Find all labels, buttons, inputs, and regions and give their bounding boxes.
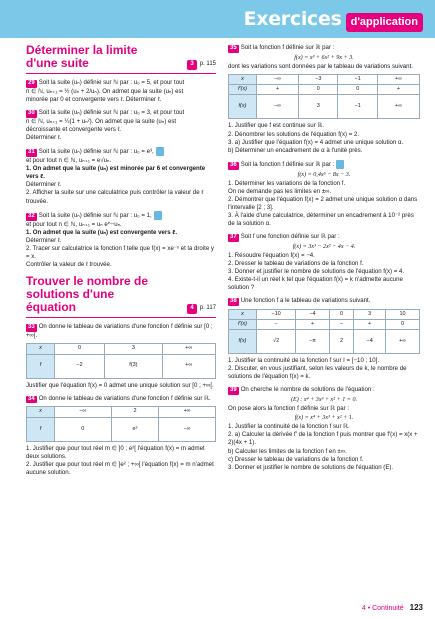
exercise-number: 32: [28, 212, 35, 219]
exercise-number: 34: [28, 395, 35, 402]
ex-question: 1. Justifier la continuité de la fonction f sur I = [−10 ; 10].: [228, 357, 380, 365]
header-main-title: Exercices: [243, 8, 342, 30]
table-cell: −4: [354, 330, 386, 354]
ex-question: 1. Justifier la continuité de la fonction f sur ℝ.: [228, 423, 350, 431]
exercise-number: 30: [28, 110, 35, 117]
table-label: x: [229, 309, 257, 319]
table-cell: 3: [299, 95, 338, 119]
table-cell: −10: [257, 309, 296, 319]
table-label: x: [27, 344, 55, 354]
ref-page: p. 115: [199, 61, 216, 68]
ex-text: Soit la suite (uₙ) définie sur ℕ par : u₀ = 5, et pour tout: [38, 79, 185, 87]
ex-text: Soit la fonction f définie sur ℝ par :: [240, 160, 335, 168]
table-cell: −∞: [257, 95, 299, 119]
table-label: f: [27, 354, 55, 378]
ex-formula: (E) : x⁴ + 3x³ + x² + 1 = 0.: [290, 397, 358, 404]
ex-text: Soit f une fonction définie sur ℝ par :: [240, 232, 340, 240]
ex-text: Déterminer ℓ.: [26, 236, 62, 244]
exercise-number: 31: [28, 149, 35, 156]
ex-text: minorée par 0 et convergente vers ℓ. Déterminer ℓ.: [26, 96, 162, 104]
table-cell: +∞: [162, 344, 215, 354]
exercise-29: [26, 79, 216, 104]
exercise-number: 38: [230, 297, 237, 304]
section-title: Trouver le nombre de solutions d'une équation: [26, 273, 149, 315]
ref-badge: 3: [187, 60, 196, 70]
exercise-38: [228, 297, 420, 382]
section-ref: [187, 60, 216, 70]
ex-text: Contrôler la valeur de ℓ trouvée.: [26, 260, 112, 268]
table-cell: +∞: [386, 330, 420, 354]
table-cell: +: [296, 320, 330, 330]
exercise-number: 29: [28, 80, 35, 87]
table-cell: f(3): [105, 354, 163, 378]
ex-text: Soit la suite (uₙ) définie sur ℕ par : u₀ = e³,: [38, 148, 154, 156]
table-cell: 3: [354, 309, 386, 319]
exercise-number: 36: [230, 161, 237, 168]
table-label: x: [27, 407, 55, 417]
section-solutions: [26, 275, 216, 477]
ex-question: 2. a) Calculer la dérivée f′ de la fonction f puis montrer que f′(x) = x(x + 2)(4x + 1).: [228, 431, 418, 447]
table-cell: 3: [105, 344, 163, 354]
ex-text: décroissante et convergente vers ℓ.: [26, 126, 122, 134]
page-number: 123: [409, 603, 423, 613]
ex-text: On pose alors la fonction f définie sur ℝ par :: [228, 405, 350, 413]
ex-question: 1. Justifier que pour tout réel m ∈ ]0 ; e²[ l'équation f(x) = m admet deux solutions.: [26, 444, 205, 460]
calculator-icon: [154, 211, 162, 220]
table-cell: 0: [338, 85, 377, 95]
ex-question: 1. Déterminer les variations de la fonction f.: [228, 179, 346, 187]
ex-text: Soit la suite (uₙ) définie sur ℕ par : u₀ = 3, et pour tout: [38, 109, 185, 117]
table-cell: −1: [338, 74, 377, 84]
table-cell: −1: [338, 95, 377, 119]
section-header: [26, 275, 216, 319]
variation-table: [26, 343, 216, 378]
section-ref: [187, 304, 216, 314]
ex-formula: f(x) = x⁴ + 3x³ + x² + 1.: [294, 415, 354, 422]
ex-formula: n ∈ ℕ, uₙ₊₁ = ½ (uₙ + 2/uₙ). On admet que la suite (uₙ) est: [26, 88, 184, 96]
page-header: [0, 0, 435, 40]
right-column: [228, 44, 420, 477]
table-cell: −: [329, 320, 353, 330]
ex-formula: f(x) = 3x³ − 2x² − 4x − 4.: [292, 243, 356, 250]
exercise-32: [26, 211, 216, 269]
ex-question: 2. Afficher la suite sur une calculatrice puis contrôler la valeur de ℓ trouvée.: [26, 189, 204, 205]
ex-question: 1. On admet que la suite (uₙ) est convergente vers ℓ.: [26, 228, 178, 236]
table-cell: 0: [329, 309, 353, 319]
ex-formula: f(x) = x³ + 6x² + 9x + 3.: [294, 54, 354, 61]
exercise-number: 35: [230, 45, 237, 51]
ex-question: b) Calculer les limites de la fonction f en ±∞.: [228, 447, 347, 455]
ex-question: 2. Dénombrer les solutions de l'équation f(x) = 2.: [228, 130, 360, 138]
table-cell: +: [377, 85, 419, 95]
table-cell: −∞: [257, 74, 299, 84]
ex-text: et pour tout n ∈ ℕ, uₙ₊₁ = uₙ e^−uₙ.: [26, 220, 122, 228]
table-label: f′(x): [229, 320, 257, 330]
table-label: x: [229, 74, 257, 84]
table-cell: e²: [111, 417, 159, 441]
ex-text: Soit la fonction f définie sur ℝ par :: [240, 44, 335, 51]
ex-formula: f(x) = 0,4x⁵ − 8x − 3.: [297, 171, 351, 178]
table-cell: +∞: [159, 407, 216, 417]
table-cell: −4: [296, 309, 330, 319]
table-cell: −∞: [159, 417, 216, 441]
ex-formula: n ∈ ℕ, uₙ₊₁ = ¼(1 + uₙ²). On admet que la suite (uₙ) est: [26, 118, 177, 126]
ex-question: b) Déterminer un encadrement de α à l'unité près.: [228, 146, 363, 154]
ref-badge: 4: [187, 304, 196, 314]
table-cell: +∞: [162, 354, 215, 378]
exercise-35: [228, 44, 420, 155]
ex-text: On ne demande pas les limites en ±∞.: [228, 187, 332, 195]
table-label: f′(x): [229, 85, 257, 95]
ex-question: 3. Donner et justifier le nombre de solutions de l'équation f(x) = 4.: [228, 267, 405, 275]
ex-text: Soit la suite (uₙ) définie sur ℕ par : u₀ = 1,: [38, 211, 152, 219]
table-cell: −2: [55, 354, 105, 378]
ex-question: 2. Justifier que pour tout réel m ∈ ]e² ; +∞[ l'équation f(x) = m n'admet aucune solution.: [26, 460, 214, 476]
ex-question: 2. Discuter, en vous justifiant, selon les valeurs de k, le nombre de solutions de l'équation f(x) = k.: [228, 365, 407, 381]
ex-question: c) Dresser le tableau de variations de la fonction f.: [228, 455, 364, 463]
table-cell: −3: [299, 74, 338, 84]
table-cell: 0: [386, 320, 420, 330]
exercise-number: 37: [230, 233, 237, 240]
table-cell: 2: [329, 330, 353, 354]
table-cell: −π: [296, 330, 330, 354]
exercise-number: 39: [230, 387, 237, 394]
ex-question: 4. Existe-t-il un réel k tel que l'équation f(x) = k n'admette aucune solution ?: [228, 275, 403, 291]
ex-text: dont les variations sont données par le tableau de variations suivant.: [228, 62, 413, 70]
ex-question: 1. Résoudre l'équation f(x) = −4.: [228, 251, 315, 259]
table-label: f(x): [229, 95, 257, 119]
table-cell: √2: [257, 330, 296, 354]
ex-question: 1. On admet que la suite (uₙ) est minorée par 6 et convergente vers ℓ.: [26, 165, 206, 181]
table-cell: 0: [299, 85, 338, 95]
ex-text: et pour tout n ∈ ℕ, uₙ₊₁ = e√uₙ.: [26, 157, 112, 165]
ex-text: On donne le tableau de variations d'une fonction f définie sur [0 ; +∞[.: [26, 323, 213, 340]
exercise-36: [228, 160, 420, 228]
table-cell: +: [257, 85, 299, 95]
table-cell: −∞: [55, 407, 112, 417]
variation-table: [228, 309, 420, 355]
exercise-34: [26, 395, 216, 477]
ex-question: 2. Tracer sur calculatrice la fonction f telle que f(x) = xe⁻ˣ et la droite y = x.: [26, 244, 214, 260]
variation-table: [228, 74, 420, 120]
ex-question: 2. Démontrer que l'équation f(x) = 2 admet une unique solution α dans l'intervalle [2 ; 3].: [228, 195, 418, 211]
table-cell: −: [257, 320, 296, 330]
header-title: [244, 7, 423, 32]
table-cell: 0: [55, 417, 112, 441]
ex-question: 3. a) Justifier que l'équation f(x) = 4 admet une unique solution α.: [228, 138, 404, 146]
ex-text: On donne le tableau de variations d'une fonction f définie sur ℝ.: [38, 394, 211, 402]
ex-text: Une fonction f a le tableau de variations suivant.: [240, 296, 371, 304]
calculator-icon: [156, 147, 164, 156]
table-cell: +: [354, 320, 386, 330]
exercise-31: [26, 147, 216, 205]
section-header: [26, 44, 216, 74]
ex-question: 2. Dresser le tableau de variations de la fonction f.: [228, 259, 364, 267]
section-title: Déterminer la limite d'une suite: [26, 43, 138, 71]
variation-table: [26, 406, 216, 441]
exercise-39: [228, 386, 420, 471]
table-cell: +∞: [377, 74, 419, 84]
table-cell: 10: [386, 309, 420, 319]
ex-question: Justifier que l'équation f(x) = 0 admet une unique solution sur [0 ; +∞[.: [26, 381, 214, 389]
table-label: f: [27, 417, 55, 441]
left-column: [26, 44, 216, 483]
table-cell: +∞: [377, 95, 419, 119]
page-footer: [362, 603, 423, 614]
exercise-37: [228, 233, 420, 292]
table-cell: 0: [55, 344, 105, 354]
ref-page: p. 117: [199, 305, 216, 312]
table-label: f(x): [229, 330, 257, 354]
calculator-icon: [336, 160, 344, 169]
footer-chapter: 4 • Continuité: [361, 605, 404, 613]
table-cell: 2: [111, 407, 159, 417]
section-limit: [26, 44, 216, 269]
ex-question: 3. Donner et justifier le nombre de solutions de l'équation (E).: [228, 463, 394, 471]
ex-text: On cherche le nombre de solutions de l'équation :: [240, 386, 375, 394]
ex-text: Déterminer ℓ.: [26, 181, 62, 189]
header-badge: d'application: [346, 13, 423, 33]
ex-question: 3. À l'aide d'une calculatrice, déterminer un encadrement à 10⁻² près de la solution α.: [228, 211, 414, 227]
ex-text: Déterminer ℓ.: [26, 134, 62, 142]
exercise-number: 33: [28, 324, 35, 331]
exercise-33: [26, 323, 216, 389]
exercise-30: [26, 109, 216, 142]
ex-question: 1. Justifier que f est continue sur ℝ.: [228, 122, 324, 130]
